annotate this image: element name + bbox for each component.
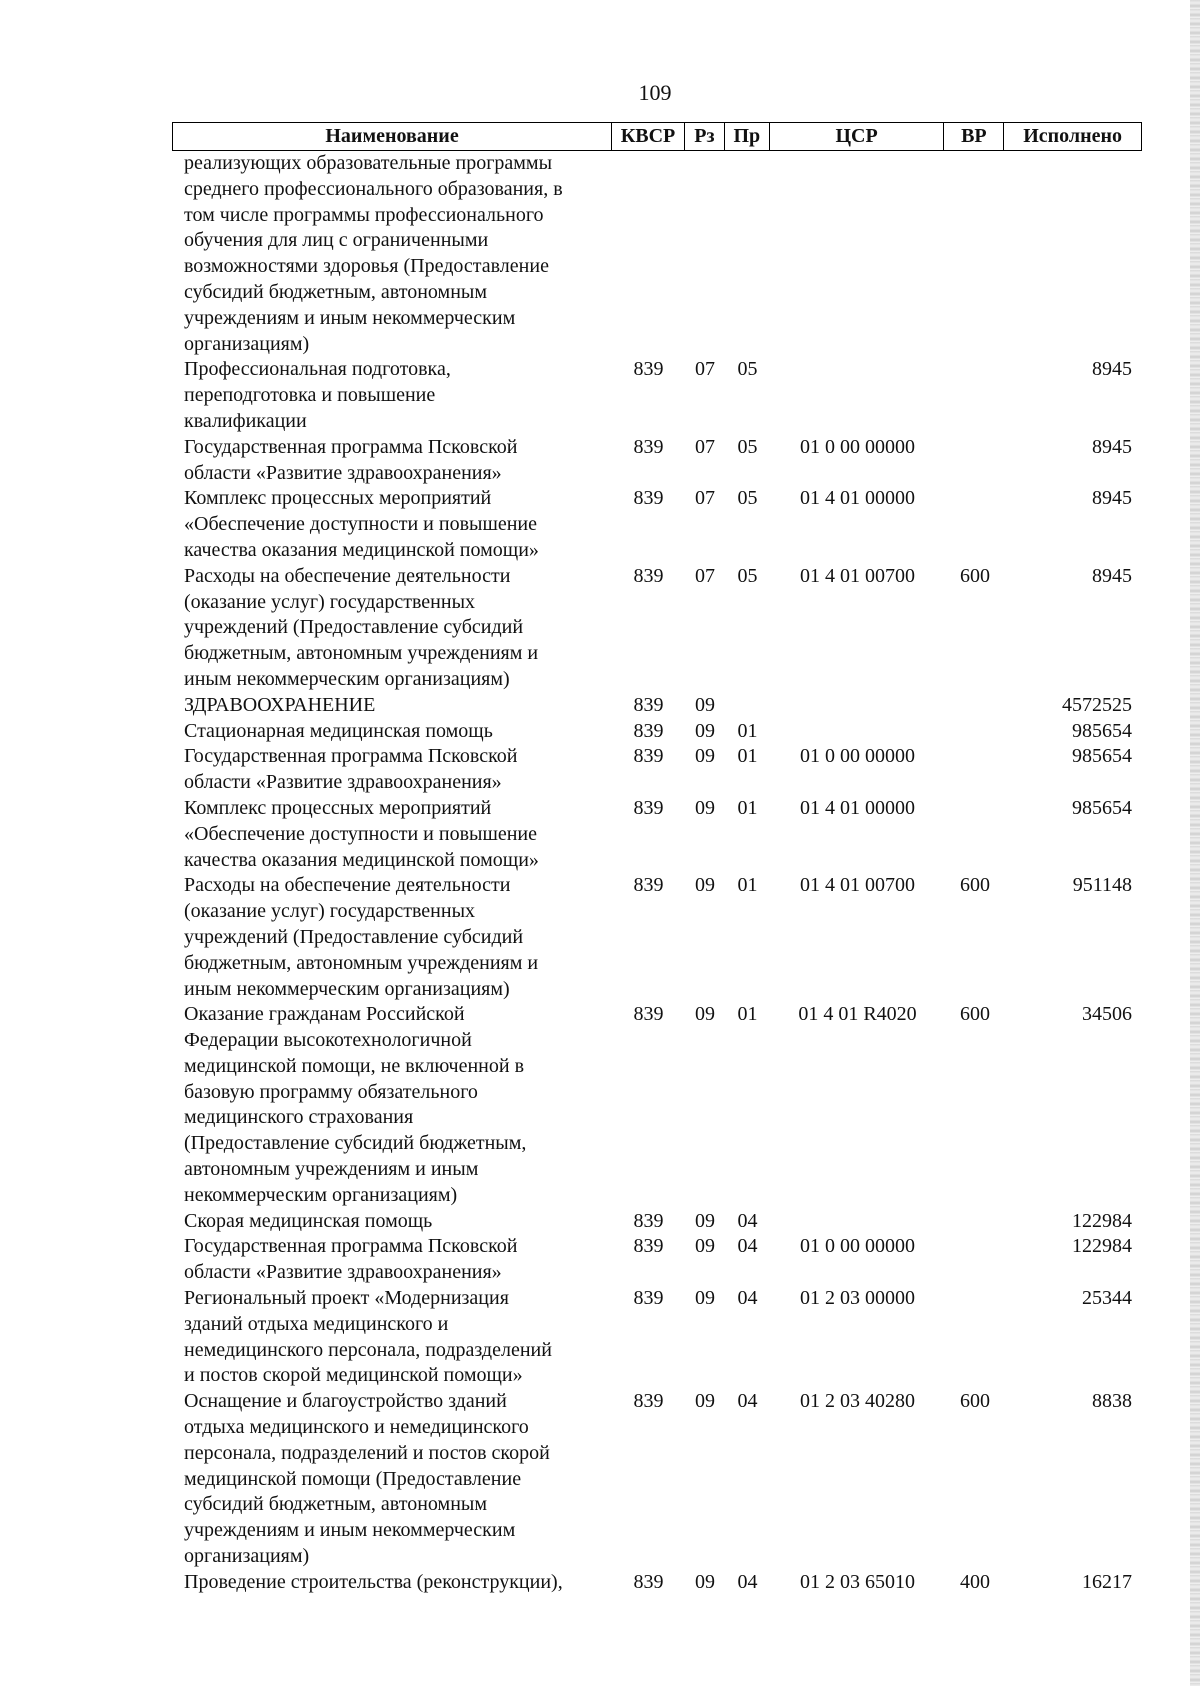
table-row [172, 1570, 1142, 1596]
row-vr [945, 693, 1005, 719]
table-row [172, 1234, 1142, 1286]
row-name-line: Региональный проект «Модернизация [184, 1287, 509, 1310]
row-kvsr: 839 [633, 1570, 664, 1593]
row-name [172, 1209, 612, 1235]
row-executed: 8945 [1092, 358, 1132, 381]
row-kvsr: 839 [633, 358, 664, 381]
row-name-line: Государственная программа Псковской [184, 435, 518, 458]
page-number: 109 [638, 80, 672, 105]
row-name-line: ЗДРАВООХРАНЕНИЕ [184, 693, 376, 716]
row-name-line: отдыха медицинского и немедицинского [184, 1416, 529, 1439]
row-name-line: учреждений (Предоставление субсидий [184, 925, 524, 948]
row-kvsr: 839 [633, 874, 664, 897]
row-kvsr: 839 [633, 564, 664, 587]
row-pr: 01 [737, 745, 758, 768]
row-name [172, 1570, 612, 1596]
row-pr: 04 [737, 1390, 758, 1413]
row-executed: 34506 [1082, 1003, 1132, 1026]
row-pr: 01 [737, 1003, 758, 1026]
row-executed: 4572525 [1062, 693, 1132, 716]
row-name-line: (оказание услуг) государственных [184, 590, 476, 613]
row-executed: 16217 [1082, 1570, 1132, 1593]
row-name-line: «Обеспечение доступности и повышение [184, 513, 538, 536]
row-name [172, 1234, 612, 1286]
row-name-line: зданий отдыха медицинского и [184, 1312, 449, 1335]
row-executed: 8838 [1092, 1390, 1132, 1413]
row-name-line: организациям) [184, 332, 310, 355]
row-name-line: Оказание гражданам Российской [184, 1003, 465, 1026]
table-row [172, 1002, 1142, 1208]
header-rz: Рз [685, 123, 725, 150]
row-name-line: квалификации [184, 409, 307, 432]
table-row [172, 486, 1142, 563]
row-name-line: качества оказания медицинской помощи» [184, 538, 539, 561]
row-rz: 09 [695, 796, 715, 819]
row-name-line: учреждений (Предоставление субсидий [184, 616, 524, 639]
row-name-line: и постов скорой медицинской помощи» [184, 1364, 523, 1387]
row-name-line: Комплекс процессных мероприятий [184, 487, 492, 510]
row-executed: 8945 [1092, 564, 1132, 587]
row-name-line: медицинского страхования [184, 1106, 414, 1129]
row-name [172, 1286, 612, 1389]
row-executed: 122984 [1072, 1209, 1132, 1232]
row-vr [945, 486, 1005, 563]
row-rz: 09 [695, 1003, 715, 1026]
row-name-line: некоммерческим организациям) [184, 1183, 458, 1206]
row-vr [945, 719, 1005, 745]
row-name-line: бюджетным, автономным учреждениям и [184, 642, 539, 665]
row-name-line: организациям) [184, 1545, 310, 1568]
row-name [172, 1389, 612, 1570]
row-pr: 01 [737, 719, 758, 742]
row-rz: 07 [695, 564, 715, 587]
row-csr: 01 2 03 65010 [800, 1570, 915, 1593]
row-kvsr: 839 [633, 1003, 664, 1026]
row-pr: 04 [737, 1287, 758, 1310]
row-kvsr: 839 [633, 693, 664, 716]
row-vr [945, 435, 1005, 487]
header-csr: ЦСР [770, 123, 945, 150]
row-name-line: Проведение строительства (реконструкции), [184, 1570, 563, 1593]
table-row [172, 1389, 1142, 1570]
row-executed: 122984 [1072, 1235, 1132, 1258]
row-name [172, 873, 612, 1002]
row-csr: 01 0 00 00000 [800, 1235, 915, 1258]
row-name-line: том числе программы профессионального [184, 203, 544, 226]
row-rz [685, 151, 725, 357]
row-name-line: Скорая медицинская помощь [184, 1209, 433, 1232]
row-rz: 09 [695, 1390, 715, 1413]
table-row [172, 1286, 1142, 1389]
row-executed: 985654 [1072, 796, 1132, 819]
row-name-line: (Предоставление субсидий бюджетным, [184, 1132, 527, 1155]
row-executed: 25344 [1082, 1287, 1132, 1310]
table-row [172, 435, 1142, 487]
row-csr: 01 4 01 00700 [800, 874, 915, 897]
table-row [172, 873, 1142, 1002]
row-rz: 09 [695, 745, 715, 768]
row-rz: 09 [695, 874, 715, 897]
row-pr [725, 151, 770, 357]
row-name-line: иным некоммерческим организациям) [184, 667, 510, 690]
row-name-line: Расходы на обеспечение деятельности [184, 564, 511, 587]
row-csr: 01 4 01 00000 [800, 796, 915, 819]
row-name-line: Профессиональная подготовка, [184, 358, 451, 381]
row-executed: 8945 [1092, 435, 1132, 458]
row-rz: 07 [695, 435, 715, 458]
row-rz: 09 [695, 693, 715, 716]
row-vr: 600 [960, 1003, 990, 1026]
row-csr [770, 719, 945, 745]
row-executed: 985654 [1072, 719, 1132, 742]
header-kvsr: КВСР [612, 123, 685, 150]
row-executed [1005, 151, 1142, 357]
row-name-line: качества оказания медицинской помощи» [184, 848, 539, 871]
row-pr: 05 [737, 435, 758, 458]
table-row [172, 744, 1142, 796]
row-csr: 01 4 01 00700 [800, 564, 915, 587]
row-name-line: области «Развитие здравоохранения» [184, 461, 502, 484]
row-csr: 01 4 01 00000 [800, 487, 915, 510]
row-vr [945, 357, 1005, 434]
row-kvsr: 839 [633, 1209, 664, 1232]
table-row [172, 151, 1142, 357]
row-name-line: немедицинского персонала, подразделений [184, 1338, 552, 1361]
row-name [172, 564, 612, 693]
row-kvsr: 839 [633, 1235, 664, 1258]
row-pr: 05 [737, 487, 758, 510]
row-rz: 09 [695, 1287, 715, 1310]
row-csr [770, 357, 945, 434]
row-rz: 07 [695, 358, 715, 381]
row-name [172, 796, 612, 873]
row-csr: 01 2 03 00000 [800, 1287, 915, 1310]
row-name-line: автономным учреждениям и иным [184, 1158, 479, 1181]
header-vr: ВР [944, 123, 1004, 150]
row-name-line: Оснащение и благоустройство зданий [184, 1390, 507, 1413]
row-name-line: области «Развитие здравоохранения» [184, 771, 502, 794]
table-row [172, 357, 1142, 434]
row-pr: 05 [737, 358, 758, 381]
row-kvsr: 839 [633, 487, 664, 510]
row-pr: 04 [737, 1570, 758, 1593]
row-vr [945, 151, 1005, 357]
table-header [172, 122, 1142, 151]
row-pr: 04 [737, 1209, 758, 1232]
row-name-line: базовую программу обязательного [184, 1080, 478, 1103]
row-name [172, 151, 612, 357]
row-vr [945, 1286, 1005, 1389]
header-sum: Исполнено [1023, 125, 1123, 147]
row-name [172, 435, 612, 487]
row-name-line: учреждениям и иным некоммерческим [184, 306, 516, 329]
row-name [172, 357, 612, 434]
row-name-line: области «Развитие здравоохранения» [184, 1261, 502, 1284]
row-csr: 01 2 03 40280 [800, 1390, 915, 1413]
row-name [172, 719, 612, 745]
row-kvsr [612, 151, 685, 357]
row-pr: 05 [737, 564, 758, 587]
row-kvsr: 839 [633, 1287, 664, 1310]
row-executed: 985654 [1072, 745, 1132, 768]
header-name: Наименование [173, 123, 612, 150]
table-body [172, 151, 1142, 1596]
row-name-line: «Обеспечение доступности и повышение [184, 822, 538, 845]
row-vr: 600 [960, 1390, 990, 1413]
row-kvsr: 839 [633, 719, 664, 742]
row-rz: 09 [695, 1235, 715, 1258]
row-name [172, 693, 612, 719]
row-name-line: обучения для лиц с ограниченными [184, 229, 489, 252]
row-name-line: Комплекс процессных мероприятий [184, 796, 492, 819]
row-vr [945, 1234, 1005, 1286]
row-pr: 04 [737, 1235, 758, 1258]
row-name-line: Стационарная медицинская помощь [184, 719, 493, 742]
row-kvsr: 839 [633, 745, 664, 768]
row-csr [770, 1209, 945, 1235]
row-name-line: субсидий бюджетным, автономным [184, 1493, 488, 1516]
row-name-line: среднего профессионального образования, в [184, 177, 563, 200]
row-name-line: Федерации высокотехнологичной [184, 1029, 472, 1052]
row-vr [945, 796, 1005, 873]
row-vr: 600 [960, 874, 990, 897]
row-name-line: Государственная программа Псковской [184, 745, 518, 768]
row-rz: 09 [695, 719, 715, 742]
row-vr: 600 [960, 564, 990, 587]
row-csr [770, 151, 945, 357]
row-name-line: переподготовка и повышение [184, 384, 436, 407]
row-name-line: Расходы на обеспечение деятельности [184, 874, 511, 897]
table-row [172, 796, 1142, 873]
table-row [172, 1209, 1142, 1235]
row-rz: 09 [695, 1570, 715, 1593]
row-csr: 01 0 00 00000 [800, 745, 915, 768]
row-name-line: реализующих образовательные программы [184, 152, 553, 174]
row-name-line: медицинской помощи, не включенной в [184, 1054, 525, 1077]
row-csr: 01 4 01 R4020 [798, 1003, 917, 1026]
row-name-line: персонала, подразделений и постов скорой [184, 1441, 550, 1464]
row-name-line: Государственная программа Псковской [184, 1235, 518, 1258]
row-executed: 8945 [1092, 487, 1132, 510]
row-kvsr: 839 [633, 435, 664, 458]
row-name-line: субсидий бюджетным, автономным [184, 280, 488, 303]
row-csr [770, 693, 945, 719]
scan-edge [1190, 0, 1200, 1686]
row-name-line: медицинской помощи (Предоставление [184, 1467, 522, 1490]
row-pr: 01 [737, 796, 758, 819]
table-row [172, 693, 1142, 719]
row-vr [945, 1209, 1005, 1235]
row-executed: 951148 [1072, 874, 1132, 897]
row-rz: 07 [695, 487, 715, 510]
table-row [172, 564, 1142, 693]
row-name-line: возможностями здоровья (Предоставление [184, 255, 549, 278]
row-name [172, 486, 612, 563]
row-name-line: иным некоммерческим организациям) [184, 977, 510, 1000]
row-kvsr: 839 [633, 796, 664, 819]
row-name [172, 1002, 612, 1208]
row-name-line: бюджетным, автономным учреждениям и [184, 951, 539, 974]
row-pr [725, 693, 770, 719]
row-kvsr: 839 [633, 1390, 664, 1413]
table-row [172, 719, 1142, 745]
row-vr: 400 [960, 1570, 990, 1593]
row-rz: 09 [695, 1209, 715, 1232]
row-pr: 01 [737, 874, 758, 897]
row-csr: 01 0 00 00000 [800, 435, 915, 458]
row-name-line: (оказание услуг) государственных [184, 900, 476, 923]
row-name [172, 744, 612, 796]
header-pr: Пр [725, 123, 770, 150]
row-name-line: учреждениям и иным некоммерческим [184, 1519, 516, 1542]
row-vr [945, 744, 1005, 796]
